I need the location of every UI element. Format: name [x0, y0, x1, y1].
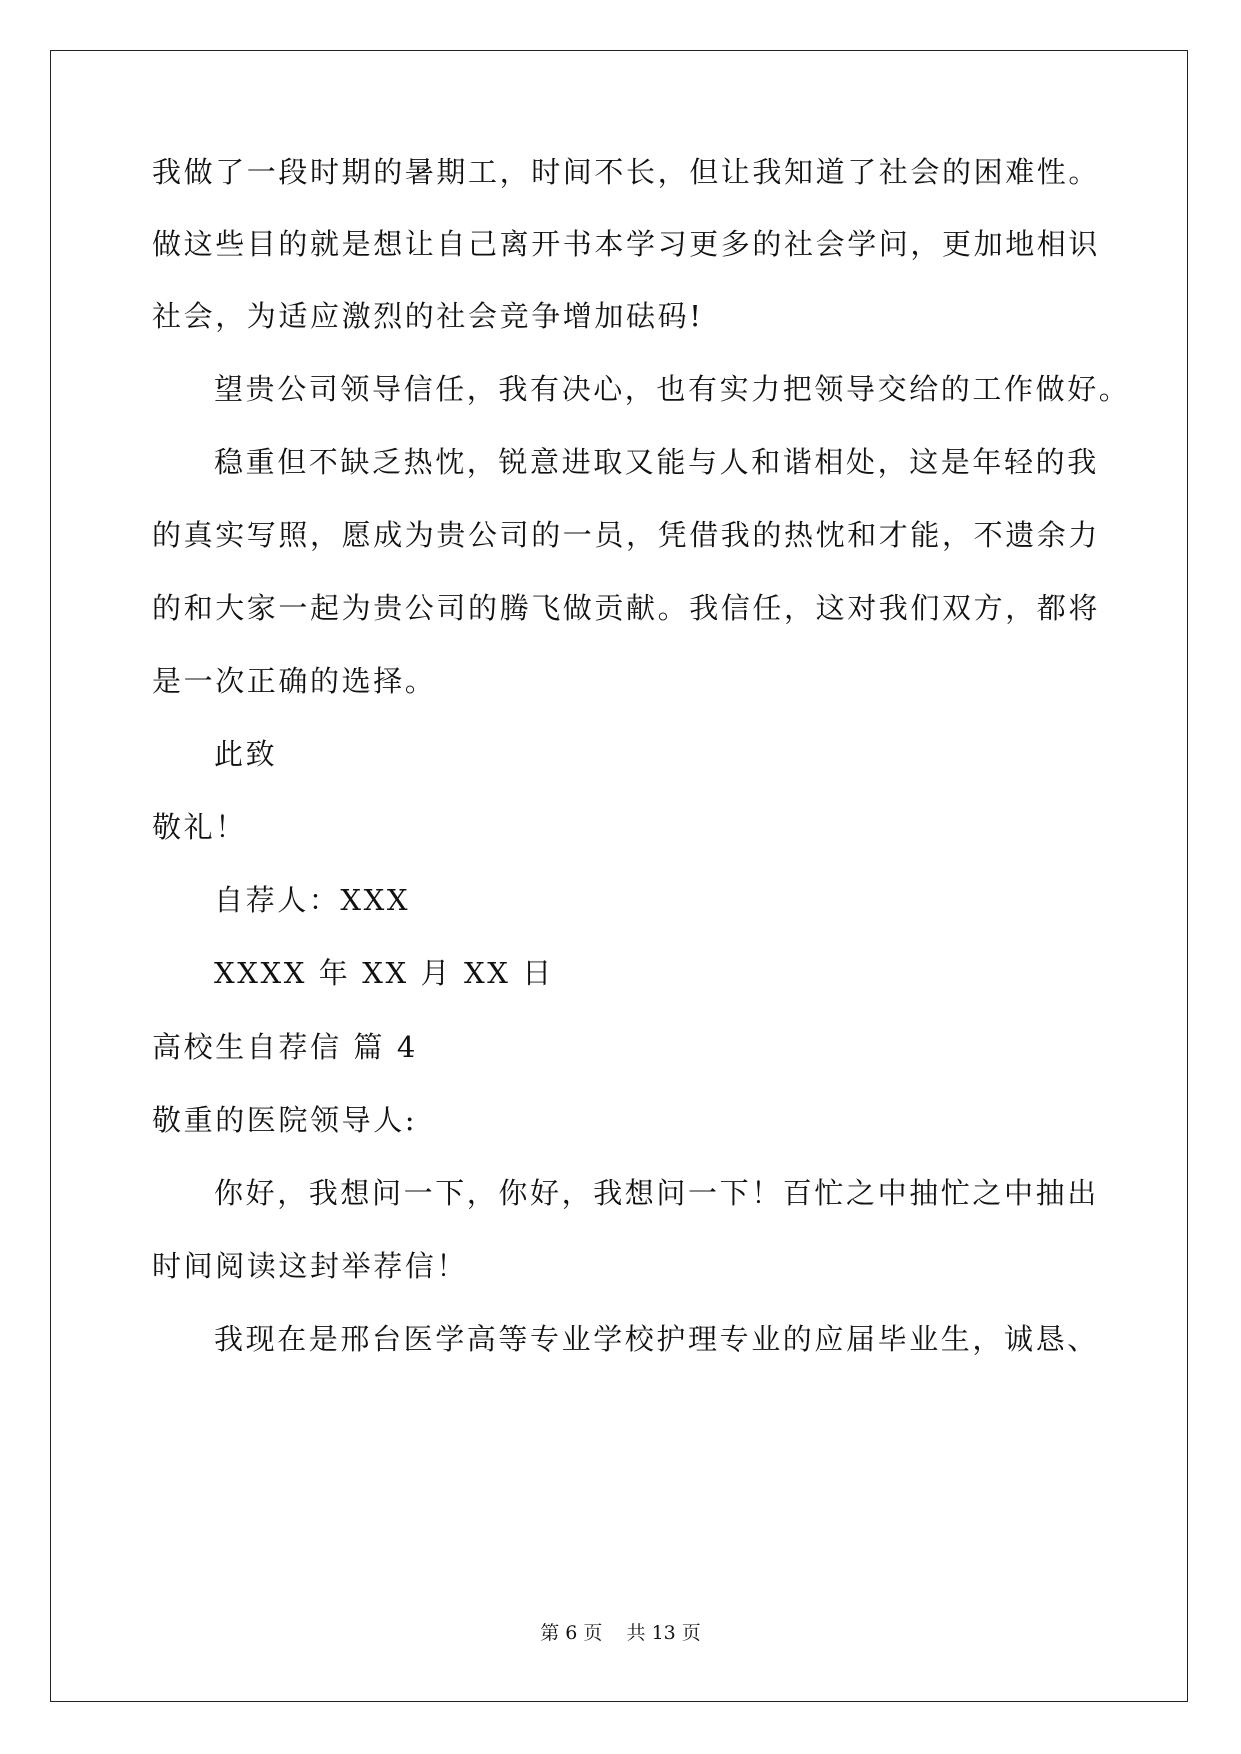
section-heading: 高校生自荐信 篇 4 [152, 1030, 418, 1064]
body-line-4: 望贵公司领导信任，我有决心，也有实力把领导交给的工作做好。 [214, 372, 1131, 406]
body-line-7: 的和大家一起为贵公司的腾飞做贡献。我信任，这对我们双方，都将 [152, 591, 1101, 625]
body-line-10: 时间阅读这封举荐信！ [152, 1249, 469, 1283]
page-number-footer: 第 6 页 共 13 页 [540, 1622, 701, 1644]
body-line-9: 你好，我想问一下，你好，我想问一下！百忙之中抽忙之中抽出 [214, 1176, 1099, 1210]
body-line-1: 我做了一段时期的暑期工，时间不长，但让我知道了社会的困难性。 [152, 155, 1101, 189]
body-line-5: 稳重但不缺乏热忱，锐意进取又能与人和谐相处，这是年轻的我 [214, 445, 1099, 479]
letter-salutation: 敬重的医院领导人: [152, 1103, 418, 1137]
closing-regards: 敬礼！ [152, 810, 247, 844]
closing-salutation: 此致 [214, 737, 278, 771]
signature-name: 自荐人：XXX [214, 883, 411, 917]
body-line-8: 是一次正确的选择。 [152, 664, 437, 698]
body-line-3: 社会，为适应激烈的社会竞争增加砝码! [152, 299, 704, 333]
body-line-2: 做这些目的就是想让自己离开书本学习更多的社会学问，更加地相识 [152, 227, 1101, 261]
body-line-6: 的真实写照，愿成为贵公司的一员，凭借我的热忱和才能，不遗余力 [152, 518, 1101, 552]
signature-date: XXXX 年 XX 月 XX 日 [214, 956, 554, 990]
body-line-11: 我现在是邢台医学高等专业学校护理专业的应届毕业生，诚恳、 [214, 1322, 1099, 1356]
